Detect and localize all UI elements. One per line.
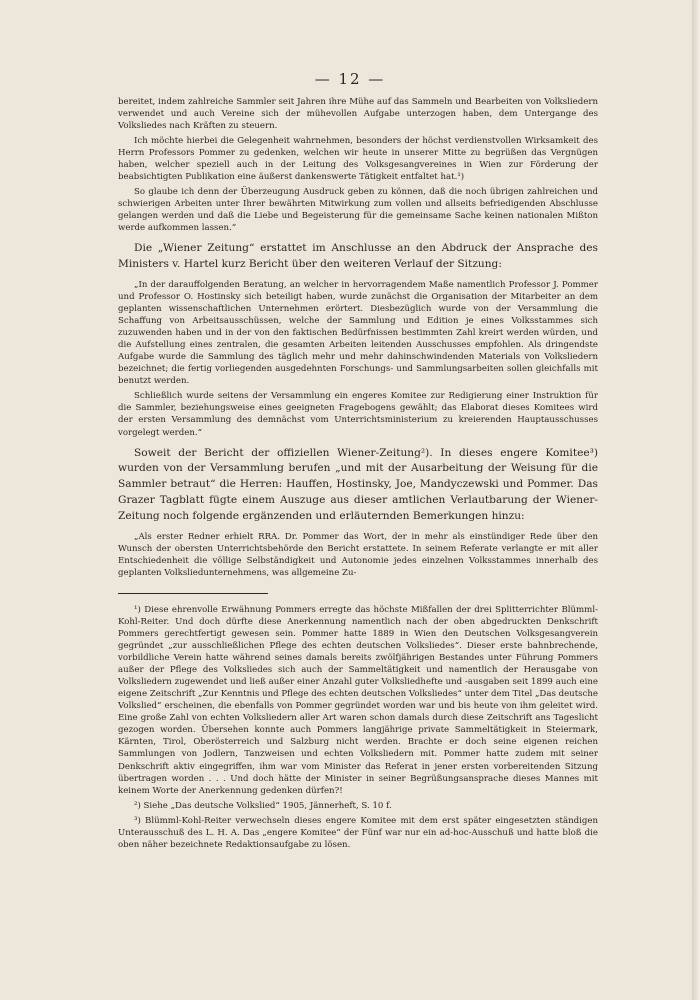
footnote-separator [118,593,268,594]
paragraph: So glaube ich denn der Überzeugung Ausdruck geben zu können, daß die noch übrigen zahlreichen und schwierigen Arbeiten unter Ihrer bewährten Mitwirkung zum vollen und allseits befriedigenden Abschlusse gelangen werden und daß die Liebe und Begeisterung für die gemeinsame Sache keinen nationalen Mißton werde aufkommen lassen.“ [118,187,598,234]
page-body [118,96,598,854]
page-number: — 12 — [314,70,386,88]
quoted-paragraph: „Als erster Redner erhielt RRA. Dr. Pommer das Wort, der in mehr als einstündiger Rede über den Wunsch der obersten Unterrichtsbehörde den Bericht erstattete. In seinem Referate verlangte er mit aller Entschiedenheit die völlige Selbständigkeit und Autonomie jedes einzelnen Volksstammes innerhalb des geplanten Volksliedunternehmens, was allgemeine Zu- [118,531,598,579]
footnote: ¹) Diese ehrenvolle Erwähnung Pommers erregte das höchste Mißfallen der drei Splitterrichter Blümml-Kohl-Reiter. Und doch dürfte diese Anerkennung namentlich nach der oben abgedruckten Denkschrift Pommers gerechtfertigt gewesen sein. Pommer hatte 1889 in Wien den Deutschen Volksgesangverein gegründet „zur ausschließlichen Pflege des echten deutschen Volksliedes“. Dieser erste bahnbrechende, vorbildliche Verein hatte während seines damals bereits zwölfjährigen Bestandes unter Führung Pommers außer der Pflege des Volksliedes sich auch der Sammeltätigkeit und namentlich der Herausgabe von Volksliedern zugewendet und ließ außer einer Anzahl guter Volksliedhefte und -ausgaben seit 1899 auch eine eigene Zeitschrift „Zur Kenntnis und Pflege des echten deutschen Volksliedes“ unter dem Titel „Das deutsche Volkslied“ erscheinen, die ebenfalls von Pommer gegründet worden war und bis heute von ihm geleitet wird. Eine große Zahl von echten Volksliedern aller Art waren schon damals durch diese Zeitschrift ans Tageslicht gezogen worden. Übersehen konnte auch Pommers langjährige private Sammeltätigkeit in Steiermark, Kärnten, Tirol, Oberösterreich und Salzburg nicht werden. Brachte er doch seine eigenen reichen Sammlungen von Jodlern, Tanzweisen und echten Volksliedern mit. Pommer hatte zudem mit seiner Denkschrift aktiv eingegriffen, ihm war vom Minister das Referat in jener ersten vorbereitenden Sitzung übertragen worden . . . Und doch hätte der Minister in seiner Begrüßungsansprache dieses Mannes mit keinem Worte der Anerkennung gedenken dürfen?! [118,605,599,796]
paragraph: Soweit der Bericht der offiziellen Wiener-Zeitung²). In dieses engere Komitee³) wurden von der Versammlung berufen „und mit der Ausarbeitung der Weisung für die Sammler betraut“ die Herren: Hauffen, Hostinsky, Joe, Mandyczewski und Pommer. Das Grazer Tagblatt fügte einem Auszuge aus dieser amtlichen Verlautbarung der Wiener-Zeitung noch folgende ergänzenden und erläuternden Bemerkungen hinzu: [118,446,598,523]
paragraph: Die „Wiener Zeitung“ erstattet im Anschlusse an den Abdruck der Ansprache des Ministers v. Hartel kurz Bericht über den weiteren Verlauf der Sitzung: [118,242,598,271]
paragraph: Ich möchte hierbei die Gelegenheit wahrnehmen, besonders der höchst verdienstvollen Wirksamkeit des Herrn Professors Pommer zu gedenken, welchen wir heute in unserer Mitte zu begrüßen das Vergnügen haben, welcher speziell auch in der Leitung des Volksgesangvereines in Wien zur Förderung der beabsichtigten Publikation eine äußerst dankenswerte Tätigkeit entfaltet hat.¹) [118,136,598,183]
footnote: ³) Blümml-Kohl-Reiter verwechseln dieses engere Komitee mit dem erst später eingesetzten ständigen Unterausschuß des L. H. A. Das „engere Komitee“ der Fünf war nur ein ad-hoc-Ausschuß und hatte bloß die oben näher bezeichnete Redaktionsaufgabe zu lösen. [118,815,598,850]
page-edge-shadow [692,0,700,1000]
quoted-paragraph: „In der darauffolgenden Beratung, an welcher in hervorragendem Maße namentlich Professor J. Pommer und Professor O. Hostinsky sich beteiligt haben, wurde zunächst die Organisation der Mitarbeiter an dem geplanten wissenschaftlichen Unternehmen erörtert. Diesbezüglich wurde von der Versammlung die Schaffung von Arbeitsausschüssen, welche der Sammlung und Edition je eines Volksstammes sich zuzuwenden haben und in der von den faktischen Bedürfnissen bestimmten Zahl kreirt werden würden, und die Aufstellung eines zentralen, die gesamten Arbeiten leitenden Ausschusses empfohlen. Als dringendste Aufgabe wurde die Sammlung des täglich mehr und mehr dahinschwindenden Materials von Volksliedern bezeichnet; die fertig vorliegenden ausgedehnten Forschungs- und Sammlungsarbeiten sollen gleichfalls mit benutzt werden. [118,280,598,387]
paragraph: bereitet, indem zahlreiche Sammler seit Jahren ihre Mühe auf das Sammeln und Bearbeiten von Volksliedern verwendet und auch Vereine sich der mühevollen Aufgabe unterzogen haben, dem Untergange des Volksliedes nach Kräften zu steuern. [118,97,598,132]
quoted-paragraph: Schließlich wurde seitens der Versammlung ein engeres Komitee zur Redigierung einer Instruktion für die Sammler, beziehungsweise eines geeigneten Fragebogens gewählt; das Elaborat dieses Komitees wird der ersten Versammlung des demnächst vom Unterrichtsministerium zu kreierenden Hauptausschusses vorgelegt werden.“ [118,391,598,438]
footnote: ²) Siehe „Das deutsche Volkslied“ 1905, Jännerheft, S. 10 f. [134,800,392,811]
